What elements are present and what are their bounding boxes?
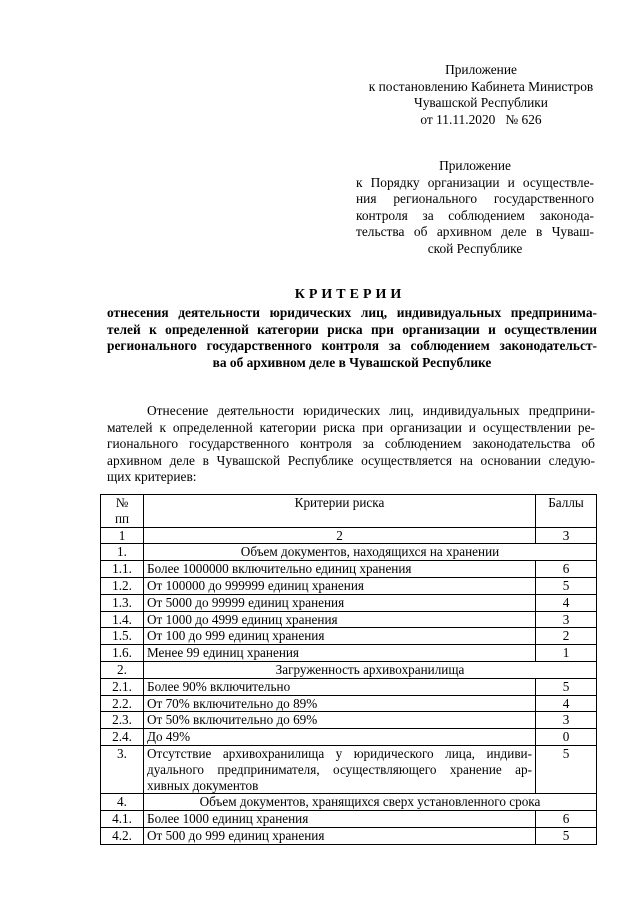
appendix2-line: к Порядку организации и осуществле-: [356, 174, 594, 190]
section-row: [101, 661, 597, 678]
table-row: [101, 628, 597, 645]
intro-line: мателей к определенной категории риска при организации и осуществлении ре-: [107, 419, 595, 435]
table-row: [101, 561, 597, 578]
row-criterion: От 100 до 999 единиц хранения: [144, 628, 536, 645]
column-number-cell: 3: [536, 527, 597, 544]
criterion-line: дуального предпринимателя, осуществляющего хранение ар-: [147, 761, 532, 777]
document-subtitle: [107, 305, 597, 371]
appendix1-line2: Чувашской Республики: [414, 95, 548, 110]
row-criterion: От 5000 до 99999 единиц хранения: [144, 594, 536, 611]
row-criterion: Менее 99 единиц хранения: [144, 645, 536, 662]
row-number: 2.3.: [101, 712, 144, 729]
row-number: 2.1.: [101, 678, 144, 695]
appendix1-date-line: [356, 112, 606, 129]
column-number-cell: 1: [101, 527, 144, 544]
intro-line: гионального государственного контроля за соблюдением законодательства об: [107, 436, 595, 452]
column-number-row: [101, 527, 597, 544]
table-row: [101, 577, 597, 594]
document-title: КРИТЕРИИ: [294, 287, 406, 302]
row-points: 5: [536, 577, 597, 594]
table-row: [101, 827, 597, 844]
row-number: 1.5.: [101, 628, 144, 645]
subtitle-line: телей к определенной категории риска при организации и осуществлении: [107, 321, 597, 337]
appendix-to-procedure: [356, 158, 594, 257]
appendix1-line1: к постановлению Кабинета Министров: [368, 78, 594, 94]
row-number: 4.1.: [101, 811, 144, 828]
section-number: 1.: [101, 544, 144, 561]
section-points: 5: [536, 745, 597, 793]
table-row: [101, 712, 597, 729]
section-title: Объем документов, находящихся на хранении: [144, 544, 597, 561]
row-points: 3: [536, 712, 597, 729]
table-row: [101, 594, 597, 611]
row-number: 1.6.: [101, 645, 144, 662]
row-points: 6: [536, 561, 597, 578]
row-points: 5: [536, 827, 597, 844]
appendix2-line: тельства об архивном деле в Чуваш-: [356, 224, 594, 239]
row-number: 2.2.: [101, 695, 144, 712]
row-points: 5: [536, 678, 597, 695]
header-points-cell: Баллы: [536, 495, 597, 528]
row-number: 4.2.: [101, 827, 144, 844]
table-row: [101, 695, 597, 712]
appendix2-line: контроля за соблюдением законода-: [356, 207, 594, 223]
appendix-to-resolution: [356, 62, 606, 128]
row-criterion: От 500 до 999 единиц хранения: [144, 827, 536, 844]
row-criterion: От 50% включительно до 69%: [144, 712, 536, 729]
row-points: 2: [536, 628, 597, 645]
intro-line: щих критериев:: [107, 469, 197, 485]
row-criterion: До 49%: [144, 729, 536, 746]
subtitle-line: ва об архивном деле в Чувашской Республике: [212, 354, 492, 370]
appendix2-line: ской Республике: [427, 240, 523, 256]
row-number: 1.3.: [101, 594, 144, 611]
intro-line: Отнесение деятельности юридических лиц, индивидуальных предприни-: [147, 403, 595, 418]
column-number-cell: 2: [144, 527, 536, 544]
row-number: 1.1.: [101, 561, 144, 578]
row-criterion: От 100000 до 999999 единиц хранения: [144, 577, 536, 594]
row-number: 1.2.: [101, 577, 144, 594]
section-title: Объем документов, хранящихся сверх установленного срока: [144, 794, 597, 811]
row-criterion: Более 90% включительно: [144, 678, 536, 695]
appendix2-line: ния регионального государственного: [356, 191, 594, 206]
subtitle-line: регионального государственного контроля за соблюдением законодательст-: [107, 338, 597, 354]
appendix1-title: Приложение: [445, 62, 517, 77]
row-points: 3: [536, 611, 597, 628]
header-number-line2: пп: [114, 510, 130, 526]
row-points: 4: [536, 594, 597, 611]
intro-line: архивном деле в Чувашской Республике осуществляется на основании следую-: [107, 452, 595, 468]
header-number-line1: №: [115, 495, 129, 510]
table-row: [101, 678, 597, 695]
criteria-table: [100, 494, 597, 845]
row-criterion: От 70% включительно до 89%: [144, 695, 536, 712]
section-number: 3.: [101, 745, 144, 793]
subtitle-line: отнесения деятельности юридических лиц, индивидуальных предпринима-: [107, 305, 597, 320]
row-criterion: Более 1000 единиц хранения: [144, 811, 536, 828]
row-points: 1: [536, 645, 597, 662]
row-points: 4: [536, 695, 597, 712]
table-row: [101, 729, 597, 746]
table-row: [101, 611, 597, 628]
section-number: 2.: [101, 661, 144, 678]
table-row: [101, 811, 597, 828]
table-header-row: [101, 495, 597, 528]
appendix1-date: от 11.11.2020: [420, 111, 496, 127]
table-row: [101, 645, 597, 662]
appendix1-number: № 626: [505, 111, 542, 127]
criterion-line: хивных документов: [147, 777, 259, 793]
row-criterion: Более 1000000 включительно единиц хранения: [144, 561, 536, 578]
section-title: Загруженность архивохранилища: [144, 661, 597, 678]
section-row: [101, 745, 597, 793]
section-row: [101, 794, 597, 811]
header-criteria-cell: Критерии риска: [144, 495, 536, 528]
intro-paragraph: [107, 403, 595, 486]
section-criterion: [144, 745, 536, 793]
row-points: 6: [536, 811, 597, 828]
section-row: [101, 544, 597, 561]
criterion-line: Отсутствие архивохранилища у юридического лица, индиви-: [147, 745, 532, 761]
row-number: 1.4.: [101, 611, 144, 628]
appendix2-title: Приложение: [439, 158, 511, 173]
section-number: 4.: [101, 794, 144, 811]
row-points: 0: [536, 729, 597, 746]
row-number: 2.4.: [101, 729, 144, 746]
header-number-cell: [101, 495, 144, 528]
row-criterion: От 1000 до 4999 единиц хранения: [144, 611, 536, 628]
